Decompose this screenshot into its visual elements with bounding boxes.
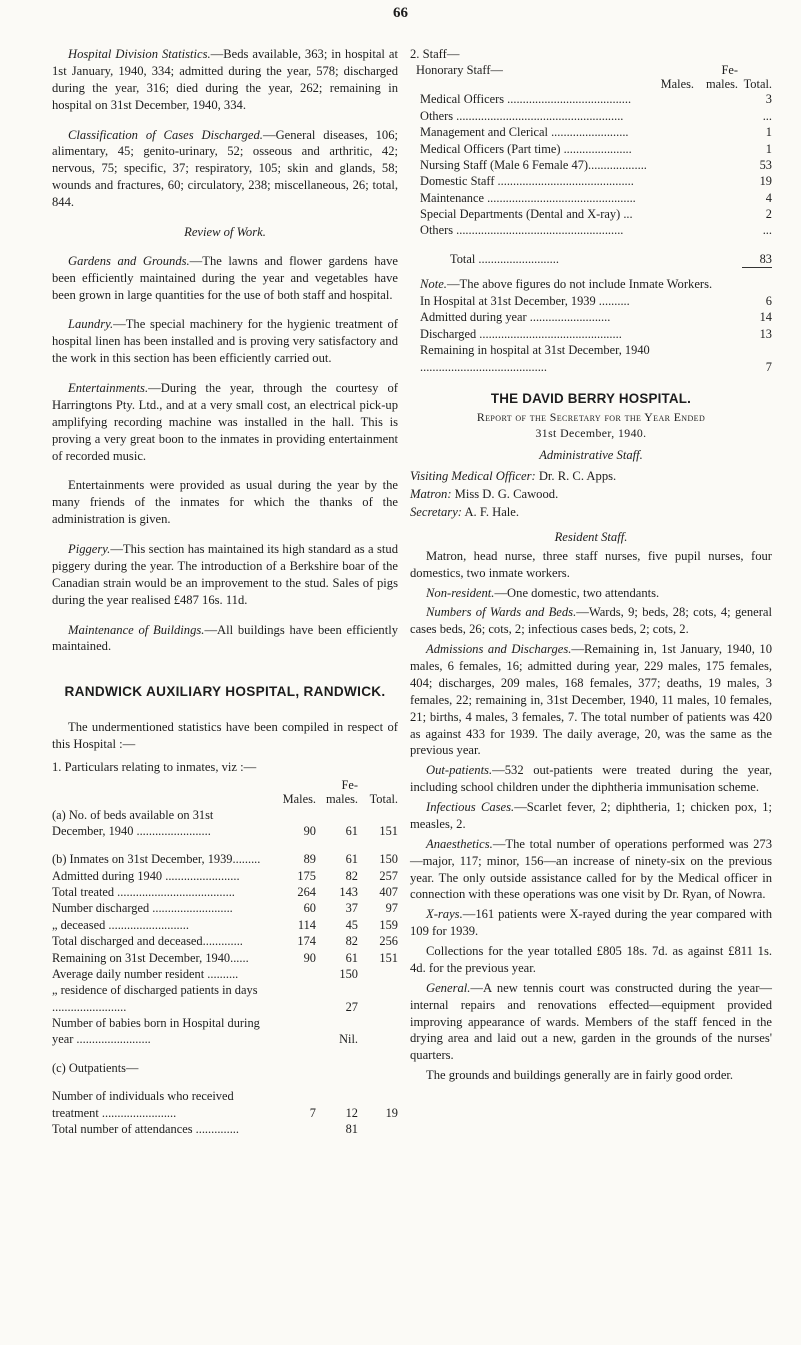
hospital-division-lead: Hospital Division Statistics. <box>68 47 211 61</box>
xrays-text: —161 patients were X-rayed during the year compared with 109 for 1939. <box>410 907 772 939</box>
cell-t: 159 <box>379 917 398 932</box>
cell-m <box>274 1121 316 1137</box>
cell-f <box>694 206 738 222</box>
infectious-paragraph <box>410 799 772 833</box>
total-rule <box>742 267 772 268</box>
note-text: —The above figures do not include Inmate Workers. <box>446 277 713 292</box>
general-paragraph <box>410 980 772 1064</box>
cell-f: 82 <box>345 934 358 949</box>
infectious-lead: Infectious Cases. <box>426 800 515 815</box>
staff-table <box>410 63 772 268</box>
cell-f: 45 <box>345 917 358 932</box>
cell-m <box>654 190 694 206</box>
secretary-label: Secretary: <box>410 505 462 520</box>
hospital-division-paragraph <box>52 46 398 114</box>
cell-t: 150 <box>379 852 398 867</box>
cell-m: 89 <box>303 852 316 867</box>
row-label: Total number of attendances .............. <box>52 1121 240 1136</box>
outpatients-paragraph <box>410 762 772 796</box>
david-berry-title: THE DAVID BERRY HOSPITAL. <box>490 390 692 406</box>
table-row <box>410 326 772 342</box>
cell-m: 90 <box>303 950 316 965</box>
col-total-header: Total. <box>369 792 398 807</box>
cell-t: 151 <box>379 823 398 838</box>
maintenance-paragraph <box>52 622 398 656</box>
general-lead: General. <box>426 980 471 995</box>
cell-f: 150 <box>339 966 358 981</box>
staff-col-males: Males. <box>660 77 694 92</box>
table-row <box>52 900 398 916</box>
admissions-paragraph <box>410 641 772 759</box>
row-label: Others ...................................................... <box>420 108 624 123</box>
honorary-heading: Honorary Staff— <box>416 62 503 77</box>
randwick-title: RANDWICK AUXILIARY HOSPITAL, RANDWICK. <box>64 684 386 700</box>
admissions-lead: Admissions and Discharges. <box>426 642 572 657</box>
cell-t: 7 <box>765 359 772 374</box>
cell-t: 1 <box>765 141 772 156</box>
row-label: Total discharged and deceased............. <box>52 934 243 949</box>
table-row <box>52 950 398 966</box>
cell-t: ... <box>762 108 772 123</box>
note-lead: Note. <box>420 277 447 292</box>
cell-m <box>654 108 694 124</box>
cell-f: Nil. <box>339 1032 358 1047</box>
staff-col-females: Fe- males. <box>706 62 738 92</box>
cell-t: 14 <box>759 310 772 325</box>
table-row <box>410 91 772 107</box>
laundry-lead: Laundry. <box>68 317 114 332</box>
table-row <box>410 342 772 375</box>
row-label: Admitted during year .......................... <box>420 310 611 325</box>
anaesthetics-paragraph <box>410 836 772 904</box>
cell-m: 90 <box>303 823 316 838</box>
cell-t: 3 <box>765 92 772 107</box>
table-row <box>410 173 772 189</box>
table-row <box>410 108 772 124</box>
cell-f <box>694 173 738 189</box>
visiting-officer-line <box>410 468 772 485</box>
secretary-value: A. F. Hale. <box>461 505 520 520</box>
cell-f: 12 <box>345 1105 358 1120</box>
cell-t <box>358 966 398 982</box>
classification-lead: Classification of Cases Discharged. <box>68 127 263 142</box>
entertainments-lead: Entertainments. <box>68 381 149 395</box>
collections-paragraph: Collections for the year totalled £805 18s. 7d. as against £811 1s. 4d. for the previous year. <box>410 944 772 975</box>
nonresident-lead: Non-resident. <box>426 585 495 600</box>
note-paragraph <box>420 276 772 293</box>
staff-total-row <box>410 251 772 267</box>
row-label: Number discharged .......................... <box>52 901 233 916</box>
table-row <box>52 982 398 1015</box>
staff-heading: 2. Staff— <box>410 47 460 61</box>
table-row <box>410 206 772 222</box>
randwick-intro: The undermentioned statistics have been compiled in respect of this Hospital :— <box>52 720 398 752</box>
table-row <box>52 1088 398 1121</box>
inmates-table <box>52 778 398 1137</box>
table-row <box>410 190 772 206</box>
row-label: Special Departments (Dental and X-ray) ... <box>420 207 633 222</box>
cell-m <box>274 966 316 982</box>
row-label: Medical Officers (Part time) ...................... <box>420 141 632 156</box>
classification-paragraph <box>52 127 398 211</box>
visiting-label: Visiting Medical Officer: <box>410 469 536 484</box>
cell-m: 7 <box>309 1105 316 1120</box>
cell-f <box>694 124 738 140</box>
staff-col-total: Total. <box>743 77 772 92</box>
cell-m: 60 <box>303 901 316 916</box>
maintenance-lead: Maintenance of Buildings. <box>68 622 205 637</box>
table-row <box>52 868 398 884</box>
particulars-heading: 1. Particulars relating to inmates, viz :— <box>52 760 257 775</box>
row-label: Total treated ...................................... <box>52 885 235 900</box>
row-label: Discharged .............................................. <box>420 326 622 341</box>
page-number: 66 <box>393 5 408 21</box>
cell-t: 256 <box>379 934 398 949</box>
cell-m <box>654 91 694 107</box>
piggery-paragraph <box>52 541 398 609</box>
admissions-text: —Remaining in, 1st January, 1940, 10 males, 6 females, 16; admitted during year, 229 males, 175 females, 404; discharges, 209 males, 168 females, 377; deaths, 19 males, 3 females, 22; remaining in, 31st December, 1940, 11 males, 10 females, 21; births, 4 males, 3 females, 7. The total number of patients was 420 as against 433 for 1939. The daily average, 20, was the same as the previous year. <box>410 642 772 758</box>
table-row <box>52 1015 398 1048</box>
wards-text: —Wards, 9; beds, 28; cots, 4; general cases beds, 26; cots, 2; infectious cases beds, 2; cots, 2. <box>410 605 772 637</box>
row-label: Average daily number resident .......... <box>52 966 239 981</box>
wards-lead: Numbers of Wards and Beds. <box>426 605 577 620</box>
cell-f: 81 <box>345 1121 358 1136</box>
cell-m <box>654 173 694 189</box>
anaesthetics-lead: Anaesthetics. <box>426 836 493 851</box>
cell-f: 143 <box>339 885 358 900</box>
secretary-line <box>410 504 772 521</box>
nonresident-text: —One domestic, two attendants. <box>494 585 660 600</box>
entertainments-paragraph-2: Entertainments were provided as usual during the year by the many friends of the inmates for which the thanks of the administration is given. <box>52 478 398 527</box>
col-females-header: Fe- males. <box>326 778 358 807</box>
row-label: Remaining in hospital at 31st December, 1940 ......................................... <box>420 343 650 374</box>
xrays-lead: X-rays. <box>426 907 463 922</box>
cell-t: 257 <box>379 868 398 883</box>
cell-f: 61 <box>345 852 358 867</box>
cell-t: 1 <box>765 125 772 140</box>
table-row <box>410 293 772 309</box>
matron-value: Miss D. G. Cawood. <box>451 487 559 502</box>
entertainments-paragraph <box>52 380 398 464</box>
infectious-text: —Scarlet fever, 2; diphtheria, 1; chicken pox, 1; measles, 2. <box>410 800 772 831</box>
cell-m <box>274 982 316 1015</box>
row-label: „ residence of discharged patients in days ........................ <box>52 983 258 1014</box>
row-label: Management and Clerical ......................... <box>420 125 629 140</box>
table-row <box>52 966 398 982</box>
row-label: Remaining on 31st December, 1940...... <box>52 950 249 965</box>
table-row <box>410 141 772 157</box>
cell-t: 407 <box>379 885 398 900</box>
outpatients-lead: Out-patients. <box>426 763 493 778</box>
laundry-text: —The special machinery for the hygienic treatment of hospital linen has been installed and is proving very satisfactory and the work in this section has been efficiently carried out. <box>52 317 398 366</box>
hospital-division-text: —Beds available, 363; in hospital at 1st January, 1940, 334; admitted during the year, 578; discharged during the year, 316; died during the year, 262; remaining in hospital on 31st December, 1940, 334. <box>52 47 398 112</box>
visiting-value: Dr. R. C. Apps. <box>535 469 617 484</box>
cell-f <box>694 222 738 238</box>
table-row <box>52 884 398 900</box>
cell-f <box>694 91 738 107</box>
cell-f: 61 <box>345 823 358 838</box>
row-label: Admitted during 1940 ........................ <box>52 868 240 883</box>
cell-t: ... <box>762 223 772 238</box>
piggery-lead: Piggery. <box>68 542 111 556</box>
cell-m <box>654 157 694 173</box>
row-label: Domestic Staff ............................................ <box>420 174 634 189</box>
cell-f <box>694 108 738 124</box>
cell-m <box>654 124 694 140</box>
cell-t: 6 <box>765 294 772 309</box>
row-label: In Hospital at 31st December, 1939 .......... <box>420 294 630 309</box>
xrays-paragraph <box>410 906 772 940</box>
matron-label: Matron: <box>410 487 452 502</box>
gardens-text: —The lawns and flower gardens have been efficiently maintained during the year and vegetables have been grown in large quantities for the use of both staff and hospital. <box>52 253 398 302</box>
cell-t: 19 <box>759 174 772 189</box>
left-column <box>52 46 398 1137</box>
admin-staff-heading: Administrative Staff. <box>539 448 643 463</box>
wards-paragraph <box>410 604 772 638</box>
cell-m <box>274 1015 316 1048</box>
table-row <box>52 851 398 867</box>
piggery-text: —This section has maintained its high standard as a stud piggery during the year. The introduction of a Berkshire boar of the Canadian strain would be an improvement to the stud. Sales of pigs during the year realised £487 16s. 11d. <box>52 542 398 607</box>
row-label: (a) No. of beds available on 31st December, 1940 ........................ <box>52 807 214 838</box>
table-row <box>52 1121 398 1137</box>
gardens-paragraph <box>52 253 398 304</box>
matron-line <box>410 486 772 503</box>
cell-t <box>358 1015 398 1048</box>
cell-f: 37 <box>345 901 358 916</box>
row-label: Others ...................................................... <box>420 223 624 238</box>
table-row <box>52 807 398 840</box>
table-row <box>410 309 772 325</box>
cell-t: 53 <box>759 157 772 172</box>
cell-m: 174 <box>297 934 316 949</box>
cell-f: 82 <box>345 868 358 883</box>
cell-t <box>358 1121 398 1137</box>
staff-total-label: Total .......................... <box>450 251 559 266</box>
nonresident-paragraph <box>410 585 772 602</box>
cell-f <box>694 157 738 173</box>
cell-t <box>358 982 398 1015</box>
row-label: Maintenance ................................................ <box>420 190 636 205</box>
cell-t: 19 <box>385 1105 398 1120</box>
right-column <box>410 46 772 1084</box>
table-row <box>52 933 398 949</box>
table-row <box>410 222 772 238</box>
table-row <box>52 917 398 933</box>
row-label: Number of individuals who received treatment ........................ <box>52 1089 234 1120</box>
row-label: Medical Officers ........................................ <box>420 92 632 107</box>
cell-m: 264 <box>297 885 316 900</box>
entertainments-text: —During the year, through the courtesy of Harringtons Pty. Ltd., and at a very small cost, an electrical pick-up amplifying recording machine was installed in the hall. This is proving a very great boon to the inmates in providing entertainment of recorded music. <box>52 381 398 463</box>
col-males-header: Males. <box>282 792 316 807</box>
report-date: 31st December, 1940. <box>535 425 647 440</box>
cell-f <box>694 190 738 206</box>
resident-staff-text: Matron, head nurse, three staff nurses, five pupil nurses, four domestics, two inmate workers. <box>410 548 772 580</box>
cell-t: 2 <box>765 207 772 222</box>
staff-total-value: 83 <box>759 251 772 266</box>
row-label: „ deceased .......................... <box>52 917 189 932</box>
cell-m: 175 <box>297 868 316 883</box>
gardens-lead: Gardens and Grounds. <box>68 253 190 268</box>
cell-m <box>654 222 694 238</box>
row-label: Nursing Staff (Male 6 Female 47)................... <box>420 157 647 172</box>
resident-staff-heading: Resident Staff. <box>554 529 628 544</box>
cell-m <box>654 206 694 222</box>
cell-t: 97 <box>385 901 398 916</box>
cell-f: 27 <box>345 999 358 1014</box>
row-label: (b) Inmates on 31st December, 1939......... <box>52 852 261 867</box>
cell-t: 4 <box>765 190 772 205</box>
anaesthetics-text: —The total number of operations performed was 273—major, 117; minor, 156—an increase of ninety-six on the previous year. The only outside assistance called for by the Medical officer in connection with these operations was one visit by Dr. Ryan, of Nowra. <box>410 836 772 902</box>
cell-f <box>694 141 738 157</box>
table-row <box>410 157 772 173</box>
laundry-paragraph <box>52 316 398 367</box>
general-text: —A new tennis court was constructed during the year—internal repairs and renovations effected—equipment provided improving appearance of wards. Members of the staff fenced in the drying area and laid out a new, garden in the grounds of the nurses' quarters. <box>410 980 772 1063</box>
cell-m: 114 <box>297 917 316 932</box>
grounds-paragraph: The grounds and buildings generally are in fairly good order. <box>426 1068 734 1083</box>
outpatients-heading: (c) Outpatients— <box>52 1060 139 1075</box>
outpatients-text: —532 out-patients were treated during the year, including school children under the diphtheria immunisation scheme. <box>410 763 772 795</box>
maintenance-text: —All buildings have been efficiently maintained. <box>52 622 398 654</box>
inmate-workers-table <box>410 293 772 375</box>
table-row <box>410 124 772 140</box>
classification-text: —General diseases, 106; alimentary, 45; genito-urinary, 52; osseous and arthritic, 42; nervous, 75; specific, 37; respiratory, 105; skin and glands, 58; wounds and fractures, 60; circulatory, 238; miscellaneous, 26; total, 844. <box>52 127 398 209</box>
review-heading: Review of Work. <box>184 224 266 239</box>
row-label: Number of babies born in Hospital during year ........................ <box>52 1016 260 1047</box>
report-subtitle: Report of the Secretary for the Year Ended <box>476 409 706 424</box>
cell-t: 13 <box>759 326 772 341</box>
cell-m <box>654 141 694 157</box>
cell-f: 61 <box>345 950 358 965</box>
cell-t: 151 <box>379 950 398 965</box>
